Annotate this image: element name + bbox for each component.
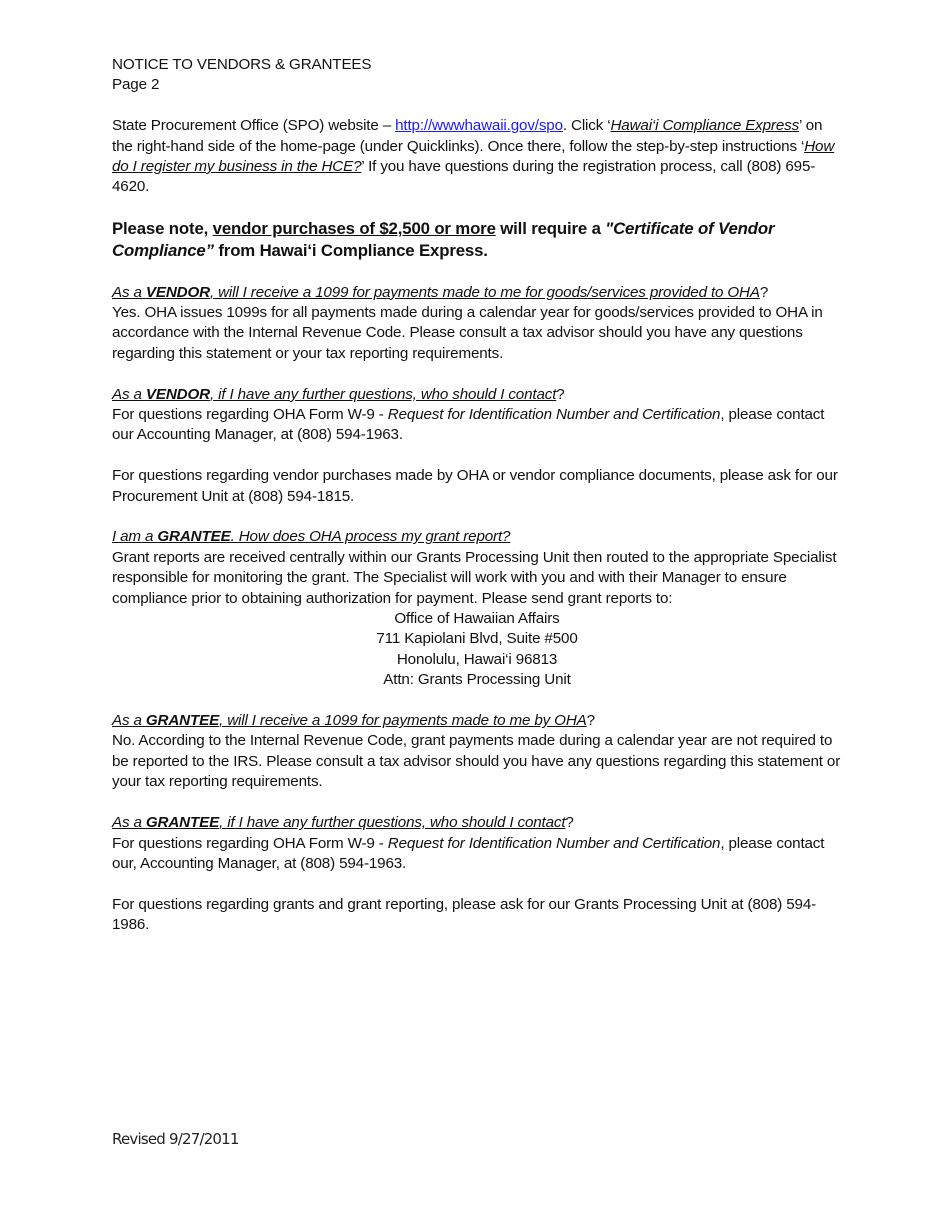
question-mark: ?	[586, 712, 595, 730]
vendor-1099-answer: Yes. OHA issues 1099s for all payments made during a calendar year for goods/services provided to OHA in accordance with the Internal Revenue Code. Please consult a tax advisor should you have any questions regarding this statement or your tax reporting requirements.	[112, 304, 823, 362]
document-title: NOTICE TO VENDORS & GRANTEES	[112, 56, 372, 73]
spacer	[112, 874, 842, 894]
hce-label: Hawai‘i Compliance Express	[610, 117, 800, 135]
address-line: Office of Hawaiian Affairs	[394, 610, 560, 628]
grantee-1099-answer: No. According to the Internal Revenue Code, grant payments made during a calendar year are not required to be reported to the IRS. Please consult a tax advisor should you have any questions regarding this statement or your tax reporting requirements.	[112, 732, 841, 791]
answer-text: , please contact our Accounting Manager, at (808) 594-1963.	[112, 406, 825, 444]
notice-text-3: from Hawai‘i Compliance Express.	[213, 241, 488, 261]
question-prefix: I am a	[112, 528, 158, 546]
question-mark: ?	[556, 385, 565, 403]
spacer	[112, 96, 842, 116]
grantee-contact-answer-w9	[112, 834, 842, 875]
intro-text-4: ’ If you have questions during the registration process, call (808) 695-4620.	[112, 158, 816, 196]
intro-paragraph	[112, 116, 842, 198]
answer-text: For questions regarding OHA Form W-9 -	[112, 834, 388, 852]
spacer	[112, 198, 842, 218]
question-prefix: As a	[112, 283, 146, 301]
question-role: GRANTEE	[157, 528, 231, 546]
spo-website-link[interactable]: http://wwwhawaii.gov/spo	[395, 117, 563, 135]
answer-text: For questions regarding OHA Form W-9 -	[112, 406, 388, 424]
address-line: Attn: Grants Processing Unit	[383, 671, 571, 689]
question-text: , if I have any further questions, who should I contact	[219, 814, 566, 832]
question-role: VENDOR	[145, 385, 210, 403]
intro-text-1: State Procurement Office (SPO) website –	[112, 117, 396, 135]
question-role: GRANTEE	[145, 814, 220, 832]
answer-text: , please contact our, Accounting Manager, at (808) 594-1963.	[112, 834, 825, 872]
spacer	[112, 446, 842, 466]
question-prefix: As a	[112, 385, 146, 403]
question-text: , if I have any further questions, who should I contact	[209, 385, 557, 403]
document-page	[112, 55, 842, 936]
page-number: Page 2	[112, 76, 160, 94]
grantee-contact-answer-grants: For questions regarding grants and grant reporting, please ask for our Grants Processing Unit at (808) 594-1986.	[112, 895, 817, 934]
spacer	[112, 364, 842, 384]
vendor-contact-answer-w9	[112, 405, 842, 446]
mailing-address	[112, 609, 842, 691]
revision-date: Revised 9/27/2011	[112, 1130, 239, 1148]
spacer	[112, 691, 842, 711]
intro-text-2: . Click ‘	[562, 117, 611, 135]
w9-form-title: Request for Identification Number and Certification	[387, 406, 721, 424]
instructions-label: How do I register my business in the HCE?	[112, 137, 835, 176]
spacer	[112, 507, 842, 527]
question-role: VENDOR	[145, 283, 210, 301]
question-text: , will I receive a 1099 for payments made to me for goods/services provided to OHA	[209, 283, 760, 301]
question-mark: ?	[565, 814, 574, 832]
question-role: GRANTEE	[145, 712, 220, 730]
question-text: . How does OHA process my grant report?	[230, 528, 511, 546]
notice-threshold: vendor purchases of $2,500 or more	[212, 219, 496, 239]
address-line: 711 Kapiolani Blvd, Suite #500	[376, 630, 578, 648]
vendor-1099-question	[112, 283, 842, 303]
grantee-report-answer: Grant reports are received centrally within our Grants Processing Unit then routed to the appropriate Specialist responsible for monitoring the grant. The Specialist will work with you and with their Manager to ensure compliance prior to obtaining authorization for payment. Please send grant reports to:	[112, 548, 837, 607]
grantee-1099-question	[112, 711, 842, 731]
vendor-compliance-notice	[112, 218, 842, 262]
question-prefix: As a	[112, 712, 146, 730]
grantee-report-question	[112, 527, 842, 547]
notice-certificate: "Certificate of Vendor Compliance”	[112, 219, 775, 261]
spacer	[112, 262, 842, 282]
w9-form-title: Request for Identification Number and Certification	[387, 834, 721, 852]
question-mark: ?	[759, 283, 769, 301]
spacer	[112, 793, 842, 813]
address-line: Honolulu, Hawai‘i 96813	[396, 650, 558, 668]
question-text: , will I receive a 1099 for payments made to me by OHA	[219, 712, 587, 730]
notice-text-1: Please note,	[112, 219, 213, 239]
vendor-contact-answer-procurement: For questions regarding vendor purchases made by OHA or vendor compliance documents, please ask for our Procurement Unit at (808) 594-1815.	[112, 467, 838, 505]
grantee-contact-question	[112, 813, 842, 833]
intro-text-3: ’ on the right-hand side of the home-page (under Quicklinks). Once there, follow the step-by-step instructions ‘	[112, 117, 823, 155]
question-prefix: As a	[112, 814, 146, 832]
vendor-contact-question	[112, 385, 842, 405]
notice-text-2: will require a	[495, 219, 606, 239]
